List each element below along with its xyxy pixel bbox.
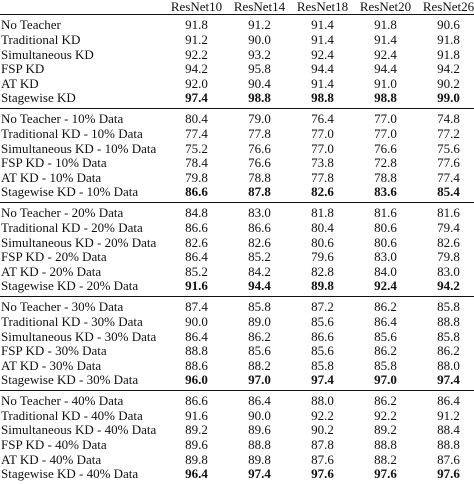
header-cell-resnet26: ResNet26 (422, 0, 474, 14)
accuracy-cell: 86.2 (374, 343, 397, 359)
accuracy-cell: 98.8 (374, 90, 397, 106)
accuracy-cell: 91.8 (165, 15, 228, 34)
accuracy-cell: 79.8 (185, 169, 208, 185)
accuracy-cell: 85.6 (311, 313, 334, 329)
accuracy-cell: 98.8 (248, 90, 271, 106)
accuracy-cell: 76.4 (291, 108, 354, 127)
method-label: FSP KD - 20% Data (1, 249, 107, 265)
table-row (0, 62, 474, 77)
method-label: No Teacher - 40% Data (0, 390, 165, 409)
method-label: Stagewise KD (1, 90, 76, 106)
accuracy-cell: 86.4 (374, 313, 397, 329)
method-label: AT KD (1, 75, 39, 91)
accuracy-cell: 85.8 (437, 328, 460, 344)
accuracy-cell: 91.0 (374, 75, 397, 91)
accuracy-cell: 94.4 (311, 61, 334, 77)
accuracy-cell: 80.6 (374, 234, 397, 250)
accuracy-cell: 90.2 (437, 75, 460, 91)
table-row (0, 108, 474, 127)
table-row (0, 48, 474, 63)
accuracy-cell: 81.8 (291, 202, 354, 221)
accuracy-cell: 80.6 (374, 219, 397, 235)
accuracy-cell: 97.0 (374, 372, 397, 388)
accuracy-cell: 83.0 (228, 202, 291, 221)
method-label: Traditional KD - 40% Data (1, 407, 143, 423)
accuracy-cell: 88.4 (437, 422, 460, 438)
accuracy-cell: 87.4 (165, 296, 228, 315)
accuracy-cell: 85.8 (228, 296, 291, 315)
table-row (0, 91, 474, 108)
method-label: Simultaneous KD (1, 46, 94, 62)
accuracy-cell: 88.2 (248, 357, 271, 373)
method-label: AT KD - 30% Data (1, 357, 102, 373)
accuracy-cell: 89.0 (248, 313, 271, 329)
accuracy-cell: 99.0 (437, 90, 460, 106)
accuracy-cell: 97.0 (248, 372, 271, 388)
method-label: Stagewise KD - 30% Data (1, 372, 139, 388)
accuracy-cell: 75.6 (437, 140, 460, 156)
accuracy-cell: 91.8 (437, 32, 460, 47)
accuracy-cell: 86.4 (417, 390, 474, 409)
accuracy-cell: 79.4 (437, 219, 460, 235)
accuracy-cell: 94.4 (374, 61, 397, 77)
accuracy-cell: 74.8 (417, 108, 474, 127)
method-label: AT KD - 10% Data (1, 169, 102, 185)
accuracy-cell: 88.6 (185, 357, 208, 373)
method-label: AT KD - 40% Data (1, 451, 102, 467)
accuracy-cell: 78.8 (374, 169, 397, 185)
method-label: No Teacher - 10% Data (0, 108, 165, 127)
accuracy-cell: 84.0 (374, 263, 397, 279)
accuracy-cell: 80.4 (165, 108, 228, 127)
accuracy-cell: 83.0 (374, 249, 397, 265)
accuracy-cell: 86.6 (248, 219, 271, 235)
accuracy-cell: 86.4 (228, 390, 291, 409)
accuracy-cell: 88.8 (248, 437, 271, 453)
accuracy-cell: 79.8 (437, 249, 460, 265)
table-row (0, 265, 474, 280)
accuracy-cell: 95.8 (248, 61, 271, 77)
method-label: Simultaneous KD - 40% Data (1, 422, 157, 438)
accuracy-cell: 79.0 (228, 108, 291, 127)
accuracy-cell: 97.4 (311, 372, 334, 388)
accuracy-cell: 91.8 (354, 15, 417, 34)
accuracy-cell: 91.8 (437, 46, 460, 62)
accuracy-cell: 86.2 (248, 328, 271, 344)
table-row (0, 390, 474, 409)
table-row (0, 279, 474, 296)
accuracy-cell: 85.2 (248, 249, 271, 265)
table-row (0, 221, 474, 236)
accuracy-cell: 85.6 (248, 343, 271, 359)
accuracy-cell: 86.4 (185, 249, 208, 265)
accuracy-cell: 87.8 (311, 437, 334, 453)
method-label: Stagewise KD - 40% Data (1, 466, 139, 482)
accuracy-cell: 77.8 (311, 169, 334, 185)
table-header (0, 0, 474, 15)
method-label: Simultaneous KD - 30% Data (1, 328, 157, 344)
table-row (0, 127, 474, 142)
method-label: AT KD - 20% Data (1, 263, 102, 279)
accuracy-cell: 89.8 (248, 451, 271, 467)
accuracy-cell: 97.6 (311, 466, 334, 482)
accuracy-cell: 92.2 (374, 407, 397, 423)
accuracy-cell: 91.4 (291, 15, 354, 34)
accuracy-cell: 97.4 (248, 466, 271, 482)
accuracy-cell: 83.6 (374, 184, 397, 200)
method-label: No Teacher - 20% Data (0, 202, 165, 221)
accuracy-cell: 85.4 (437, 184, 460, 200)
accuracy-cell: 90.0 (248, 407, 271, 423)
accuracy-cell: 92.4 (374, 278, 397, 294)
accuracy-cell: 86.6 (165, 390, 228, 409)
table-row (0, 171, 474, 186)
accuracy-cell: 85.2 (185, 263, 208, 279)
accuracy-cell: 77.0 (311, 125, 334, 141)
method-label: FSP KD (1, 61, 45, 77)
table-row (0, 77, 474, 92)
table-row (0, 359, 474, 374)
table-row (0, 423, 474, 438)
accuracy-cell: 80.6 (311, 234, 334, 250)
method-label: Traditional KD (1, 32, 81, 47)
accuracy-cell: 85.8 (374, 357, 397, 373)
accuracy-cell: 91.2 (185, 32, 208, 47)
accuracy-cell: 94.2 (185, 61, 208, 77)
accuracy-cell: 86.6 (311, 328, 334, 344)
table-row (0, 373, 474, 390)
accuracy-cell: 91.4 (311, 32, 334, 47)
accuracy-cell: 96.4 (185, 466, 208, 482)
accuracy-cell: 88.0 (437, 357, 460, 373)
table-row (0, 202, 474, 221)
accuracy-cell: 82.8 (311, 263, 334, 279)
accuracy-cell: 89.8 (311, 278, 334, 294)
table-row (0, 33, 474, 48)
header-cell-resnet20: ResNet20 (359, 0, 412, 14)
accuracy-cell: 81.6 (354, 202, 417, 221)
accuracy-cell: 88.8 (437, 437, 460, 453)
accuracy-cell: 81.6 (417, 202, 474, 221)
table-row (0, 15, 474, 34)
accuracy-cell: 77.0 (374, 125, 397, 141)
accuracy-cell: 79.6 (311, 249, 334, 265)
accuracy-cell: 82.6 (248, 234, 271, 250)
accuracy-cell: 88.8 (374, 437, 397, 453)
method-label: Stagewise KD - 10% Data (1, 184, 139, 200)
accuracy-cell: 84.2 (248, 263, 271, 279)
accuracy-cell: 85.8 (417, 296, 474, 315)
accuracy-cell: 87.6 (311, 451, 334, 467)
accuracy-cell: 92.2 (311, 407, 334, 423)
table-row (0, 315, 474, 330)
accuracy-cell: 97.4 (437, 372, 460, 388)
header-row (0, 0, 474, 15)
accuracy-cell: 94.4 (248, 278, 271, 294)
accuracy-cell: 76.6 (374, 140, 397, 156)
accuracy-cell: 83.0 (437, 263, 460, 279)
accuracy-cell: 92.0 (185, 75, 208, 91)
accuracy-cell: 84.8 (165, 202, 228, 221)
table-row (0, 250, 474, 265)
accuracy-cell: 87.6 (437, 451, 460, 467)
accuracy-cell: 89.2 (185, 422, 208, 438)
accuracy-cell: 97.6 (437, 466, 460, 482)
accuracy-cell: 91.2 (228, 15, 291, 34)
header-cell-resnet14: ResNet14 (233, 0, 286, 14)
table-row (0, 185, 474, 202)
table-row (0, 330, 474, 345)
method-label: Simultaneous KD - 20% Data (1, 234, 157, 250)
table-body (0, 15, 474, 484)
accuracy-cell: 77.0 (311, 140, 334, 156)
table-row (0, 453, 474, 468)
accuracy-cell: 92.4 (374, 46, 397, 62)
accuracy-cell: 91.4 (374, 32, 397, 47)
accuracy-cell: 88.0 (291, 390, 354, 409)
accuracy-cell: 89.2 (374, 422, 397, 438)
accuracy-cell: 98.8 (311, 90, 334, 106)
accuracy-cell: 88.8 (437, 313, 460, 329)
method-label: FSP KD - 30% Data (1, 343, 107, 359)
accuracy-cell: 76.6 (248, 140, 271, 156)
accuracy-cell: 91.4 (311, 75, 334, 91)
accuracy-cell: 88.8 (185, 343, 208, 359)
header-cell-resnet18: ResNet18 (296, 0, 349, 14)
accuracy-cell: 97.6 (374, 466, 397, 482)
table-row (0, 142, 474, 157)
table-row (0, 296, 474, 315)
accuracy-cell: 78.8 (248, 169, 271, 185)
accuracy-cell: 91.6 (185, 278, 208, 294)
method-label: No Teacher (0, 15, 165, 34)
accuracy-cell: 86.6 (185, 219, 208, 235)
accuracy-cell: 87.8 (248, 184, 271, 200)
accuracy-cell: 90.2 (311, 422, 334, 438)
accuracy-cell: 90.4 (248, 75, 271, 91)
table-row (0, 467, 474, 484)
accuracy-cell: 77.4 (185, 125, 208, 141)
method-label: Traditional KD - 20% Data (1, 219, 143, 235)
accuracy-cell: 86.6 (185, 184, 208, 200)
accuracy-cell: 80.4 (311, 219, 334, 235)
table-row (0, 236, 474, 251)
table-row (0, 156, 474, 171)
accuracy-cell: 86.2 (354, 390, 417, 409)
accuracy-cell: 85.8 (311, 357, 334, 373)
accuracy-cell: 86.2 (354, 296, 417, 315)
accuracy-cell: 92.2 (185, 46, 208, 62)
table-row (0, 409, 474, 424)
accuracy-cell: 82.6 (311, 184, 334, 200)
method-label: Simultaneous KD - 10% Data (1, 140, 157, 156)
accuracy-cell: 89.6 (248, 422, 271, 438)
accuracy-cell: 91.6 (185, 407, 208, 423)
accuracy-cell: 93.2 (248, 46, 271, 62)
accuracy-cell: 77.2 (437, 125, 460, 141)
accuracy-cell: 77.6 (437, 155, 460, 171)
accuracy-cell: 89.8 (185, 451, 208, 467)
accuracy-cell: 82.6 (185, 234, 208, 250)
accuracy-cell: 89.6 (185, 437, 208, 453)
method-label: FSP KD - 10% Data (1, 155, 107, 171)
accuracy-cell: 75.2 (185, 140, 208, 156)
method-label: No Teacher - 30% Data (0, 296, 165, 315)
accuracy-cell: 77.0 (354, 108, 417, 127)
table-row (0, 344, 474, 359)
accuracy-cell: 97.4 (185, 90, 208, 106)
accuracy-cell: 85.6 (311, 343, 334, 359)
accuracy-cell: 85.6 (374, 328, 397, 344)
accuracy-cell: 82.6 (437, 234, 460, 250)
method-label: Stagewise KD - 20% Data (1, 278, 139, 294)
accuracy-cell: 90.0 (248, 32, 271, 47)
accuracy-cell: 77.4 (437, 169, 460, 185)
accuracy-cell: 86.4 (185, 328, 208, 344)
accuracy-cell: 92.4 (311, 46, 334, 62)
method-label: Traditional KD - 30% Data (1, 313, 143, 329)
accuracy-cell: 73.8 (311, 155, 334, 171)
accuracy-cell: 72.8 (374, 155, 397, 171)
header-cell-resnet10: ResNet10 (170, 0, 223, 14)
accuracy-cell: 86.2 (437, 343, 460, 359)
accuracy-cell: 88.2 (374, 451, 397, 467)
accuracy-cell: 76.6 (248, 155, 271, 171)
accuracy-cell: 78.4 (185, 155, 208, 171)
table-row (0, 438, 474, 453)
accuracy-cell: 87.2 (291, 296, 354, 315)
accuracy-cell: 90.0 (185, 313, 208, 329)
accuracy-cell: 94.2 (437, 61, 460, 77)
accuracy-cell: 94.2 (437, 278, 460, 294)
method-label: FSP KD - 40% Data (1, 437, 107, 453)
method-label: Traditional KD - 10% Data (1, 125, 143, 141)
accuracy-cell: 77.8 (248, 125, 271, 141)
header-cell-method (0, 0, 165, 15)
accuracy-cell: 90.6 (417, 15, 474, 34)
accuracy-cell: 91.2 (437, 407, 460, 423)
accuracy-cell: 96.0 (185, 372, 208, 388)
